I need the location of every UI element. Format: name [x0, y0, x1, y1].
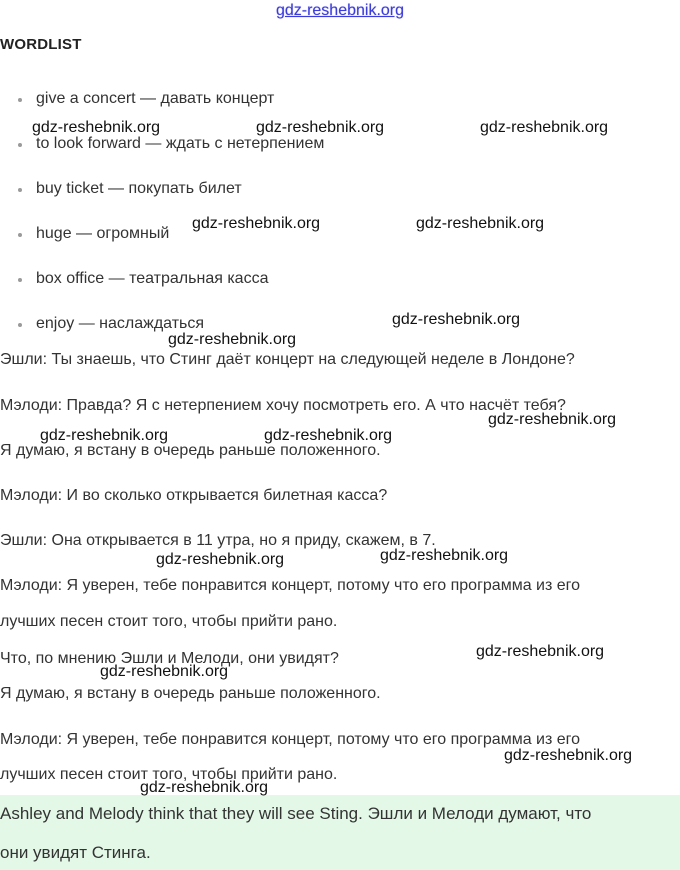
dialogue-line: Мэлоди: Я уверен, тебе понравится концерт, потому что его программа из его — [0, 577, 581, 594]
dialogue-line: Я думаю, я встану в очередь раньше положенного. — [0, 442, 381, 459]
dialogue-line: Мэлоди: Правда? Я с нетерпением хочу посмотреть его. А что насчёт тебя? — [0, 397, 566, 414]
dialogue-line: Мэлоди: И во сколько открывается билетная касса? — [0, 487, 388, 504]
bullet-icon — [18, 143, 22, 147]
dialogue-line: Мэлоди: Я уверен, тебе понравится концерт, потому что его программа из его — [0, 731, 581, 748]
watermark: gdz-reshebnik.org — [168, 331, 297, 348]
watermark: gdz-reshebnik.org — [140, 779, 269, 796]
watermark: gdz-reshebnik.org — [504, 747, 633, 764]
bullet-icon — [18, 98, 22, 102]
answer-line: Ashley and Melody think that they will see Sting. Эшли и Мелоди думают, что — [0, 804, 592, 823]
wordlist-heading: WORDLIST — [0, 36, 82, 53]
watermark: gdz-reshebnik.org — [156, 551, 285, 568]
watermark: gdz-reshebnik.org — [380, 547, 509, 564]
watermark: gdz-reshebnik.org — [392, 311, 521, 328]
watermark: gdz-reshebnik.org — [100, 663, 229, 680]
answer-box — [0, 795, 680, 870]
dialogue-line: лучших песен стоит того, чтобы прийти рано. — [0, 613, 338, 630]
watermark: gdz-reshebnik.org — [40, 427, 169, 444]
dialogue-line: лучших песен стоит того, чтобы прийти рано. — [0, 766, 338, 783]
watermark: gdz-reshebnik.org — [256, 119, 385, 136]
dialogue-line: Эшли: Ты знаешь, что Стинг даёт концерт на следующей неделе в Лондоне? — [0, 351, 575, 368]
watermark: gdz-reshebnik.org — [488, 411, 617, 428]
dialogue-line: Эшли: Она открывается в 11 утра, но я приду, скажем, в 7. — [0, 532, 436, 549]
watermark: gdz-reshebnik.org — [416, 215, 545, 232]
watermark: gdz-reshebnik.org — [476, 643, 605, 660]
site-link[interactable]: gdz-reshebnik.org — [275, 2, 405, 19]
bullet-icon — [18, 323, 22, 327]
watermark: gdz-reshebnik.org — [32, 119, 161, 136]
watermark: gdz-reshebnik.org — [264, 427, 393, 444]
watermark: gdz-reshebnik.org — [480, 119, 609, 136]
bullet-icon — [18, 278, 22, 282]
watermark: gdz-reshebnik.org — [192, 215, 321, 232]
question-line: Что, по мнению Эшли и Мелоди, они увидят? — [0, 650, 339, 667]
bullet-icon — [18, 233, 22, 237]
bullet-icon — [18, 188, 22, 192]
answer-line: они увидят Стинга. — [0, 843, 151, 862]
dialogue-line: Я думаю, я встану в очередь раньше положенного. — [0, 685, 381, 702]
